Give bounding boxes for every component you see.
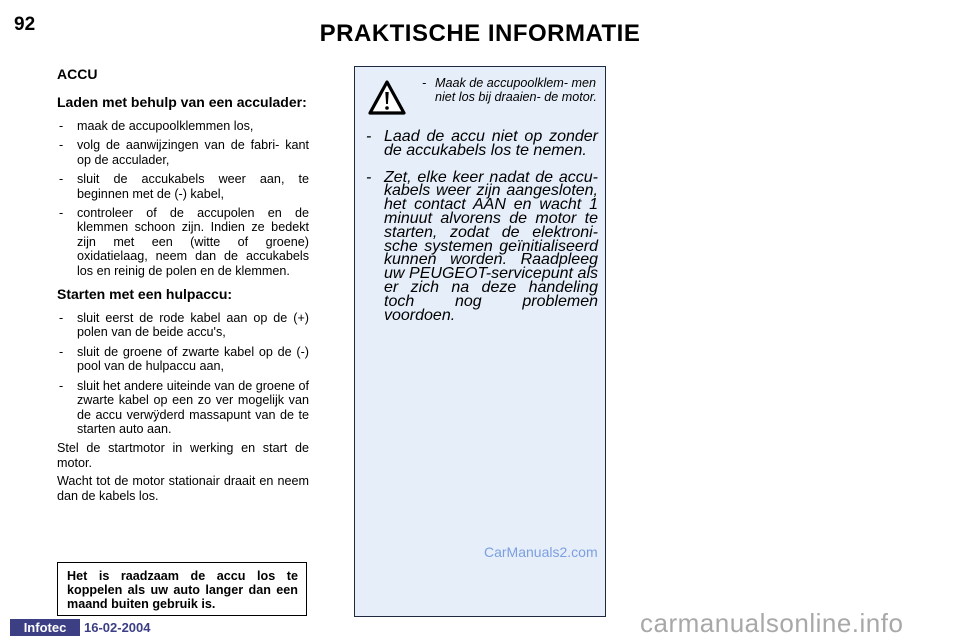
charging-steps-list [57,119,309,278]
left-column [57,66,309,507]
warning-panel [354,66,606,617]
site-watermark: carmanualsonline.info [640,608,904,638]
footer-date: 16-02-2004 [84,620,151,635]
jump-start-steps-list [57,311,309,436]
list-item: - Maak de accupoolklem- men niet los bij draaien- de motor. [420,76,598,104]
warning-triangle-icon [367,79,407,117]
infotec-logo: Infotec [10,619,80,636]
list-item: - Laad de accu niet op zonder de accukabels los te nemen. [364,130,598,158]
list-item: - maak de accupoolklemmen los, [57,119,309,133]
list-item: - sluit eerst de rode kabel aan op de (+) polen van de beide accu's, [57,311,309,340]
list-item: - sluit het andere uiteinde van de groene of zwarte kabel op een zo ver mogelijk van de accu verwÿderd massapunt van de te starten auto aan. [57,379,309,437]
page-title: PRAKTISCHE INFORMATIE [319,20,641,47]
page-number: 92 [14,14,36,35]
warning-list [364,130,598,335]
paragraph: Wacht tot de motor stationair draait en neem dan de kabels los. [57,474,309,503]
warning-top-text [420,76,598,104]
advice-box: Het is raadzaam de accu los te koppelen als uw auto langer dan een maand buiten gebruik is. [57,562,307,616]
list-item: - controleer of de accupolen en de klemmen schoon zijn. Indien ze bedekt zijn met een (witte of groene) oxidatielaag, neem dan de accukabels los en reinig de polen en de klemmen. [57,206,309,278]
list-item: - sluit de groene of zwarte kabel op de (-) pool van de hulpaccu aan, [57,345,309,374]
subsection-heading-laden: Laden met behulp van een acculader: [57,94,307,110]
carmanuals-watermark: CarManuals2.com [484,544,598,560]
paragraph: Stel de startmotor in werking en start de motor. [57,441,309,470]
subsection-heading-starten: Starten met een hulpaccu: [57,286,233,303]
list-item: - sluit de accukabels weer aan, te beginnen met de (-) kabel, [57,172,309,201]
section-title: ACCU [57,66,98,82]
list-item: - Zet, elke keer nadat de accu- kabels weer zijn aangesloten, het contact AAN en wacht 1 minuut alvorens de motor te starten, zodat de elektroni- sche systemen geïnitialiseerd kunnen worden. Raadpleeg uw PEUGEOT-servicepunt als er zich na deze handeling toch nog problemen voordoen. [364,171,598,323]
list-item: - volg de aanwijzingen van de fabri- kant op de acculader, [57,138,309,167]
